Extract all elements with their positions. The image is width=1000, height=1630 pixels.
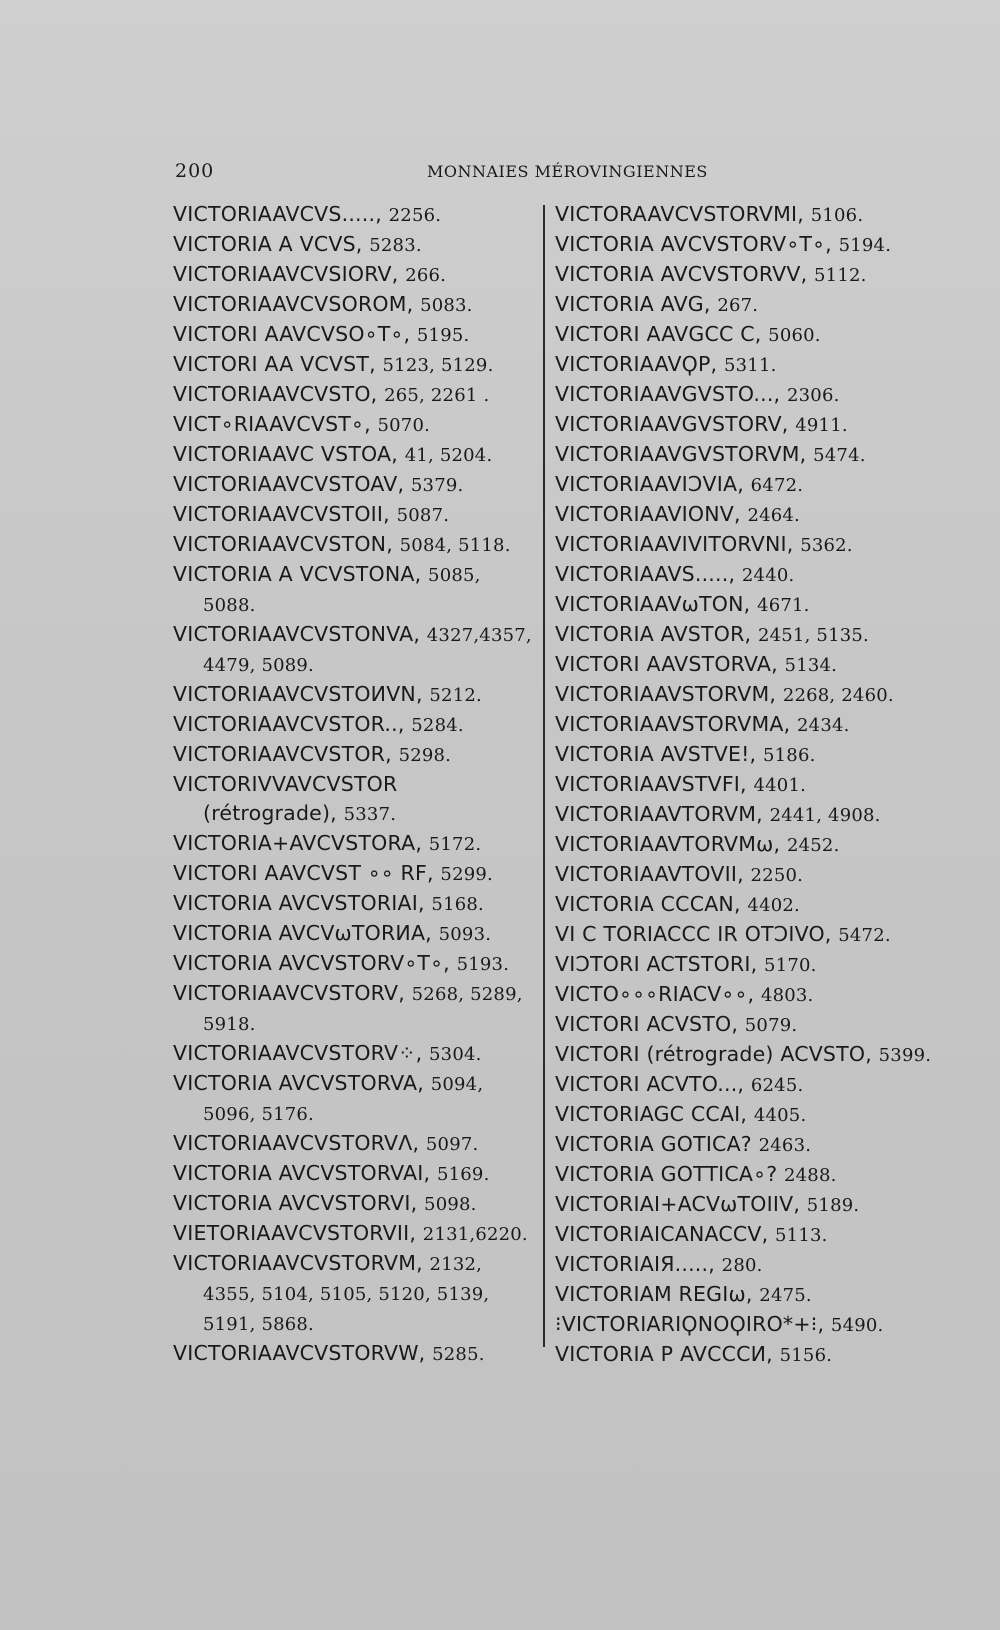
legend-text: VICTORIAAVCVSTORV, <box>173 981 405 1005</box>
legend-text: VICTORI (rétrograde) ACVSTO, <box>555 1042 872 1066</box>
list-item <box>173 1189 533 1219</box>
reference-numbers: 2463. <box>758 1135 812 1156</box>
reference-numbers: 5084, 5118. <box>399 535 511 556</box>
list-item <box>555 260 945 290</box>
legend-text: VICTORIA GOTTICA∘? <box>555 1162 778 1186</box>
list-item <box>173 1249 533 1339</box>
legend-text: VICTORIAAVCVSTO, <box>173 382 378 406</box>
reference-numbers: 5097. <box>425 1134 479 1155</box>
reference-numbers: 4401. <box>753 775 807 796</box>
list-item <box>555 710 945 740</box>
legend-text: VICTORIAM REGIω, <box>555 1282 753 1306</box>
reference-numbers: 5170. <box>764 955 817 976</box>
reference-numbers: 6472. <box>750 475 804 496</box>
legend-text: VICTORIAAVωTON, <box>555 592 751 616</box>
reference-numbers: 5087. <box>396 505 450 526</box>
legend-text: VICT∘RIAAVCVST∘, <box>173 412 371 436</box>
reference-numbers: 2441, 4908. <box>769 805 881 826</box>
list-item <box>173 1069 533 1129</box>
reference-numbers: 5094, 5096, 5176. <box>203 1074 484 1125</box>
reference-numbers: 5283. <box>369 235 422 256</box>
legend-text: VICTORIAAVTORVM, <box>555 802 763 826</box>
list-item <box>555 950 945 980</box>
list-item <box>173 1339 533 1369</box>
list-item <box>555 440 945 470</box>
list-item <box>173 770 533 829</box>
reference-numbers: 4803. <box>760 985 814 1006</box>
legend-text: VICTORIA AVG, <box>555 292 711 316</box>
reference-numbers: 2475. <box>759 1285 812 1306</box>
legend-text: VICTORIAAVCVSTOII, <box>173 502 390 526</box>
list-item <box>173 710 533 740</box>
legend-text: VICTORIAAVSTORVM, <box>555 682 777 706</box>
list-item <box>555 320 945 350</box>
legend-text: VICTORI AAVCVSO∘T∘, <box>173 322 411 346</box>
legend-text: VICTORIA A VCVSTONA, <box>173 562 422 586</box>
legend-text: VICTORIAAVTOVII, <box>555 862 744 886</box>
reference-numbers: 41, 5204. <box>404 445 493 466</box>
list-item <box>173 230 533 260</box>
reference-numbers: 5093. <box>438 924 492 945</box>
list-item <box>555 380 945 410</box>
list-item <box>555 500 945 530</box>
reference-numbers: 5194. <box>838 235 892 256</box>
reference-numbers: 5490. <box>830 1315 884 1336</box>
reference-numbers: 5134. <box>784 655 838 676</box>
legend-text: VICTORI AAVSTORVA, <box>555 652 778 676</box>
legend-text: VICTORIAAVϘP, <box>555 352 718 376</box>
legend-text: VICTORIA AVSTVE!, <box>555 742 757 766</box>
reference-numbers: 5298. <box>398 745 452 766</box>
reference-numbers: 5362. <box>800 535 853 556</box>
legend-text: VICTORIAICANACCV, <box>555 1222 769 1246</box>
reference-numbers: 2250. <box>750 865 804 886</box>
legend-text: VICTORIA AVCVSTORVV, <box>555 262 808 286</box>
legend-text: VICTORIA AVCVSTORVI, <box>173 1191 418 1215</box>
reference-numbers: 5304. <box>429 1044 482 1065</box>
list-item <box>555 830 945 860</box>
legend-text: VICTORIAAVIONV, <box>555 502 741 526</box>
list-item <box>173 859 533 889</box>
reference-numbers: 2256. <box>388 205 442 226</box>
list-item <box>555 560 945 590</box>
list-item <box>555 680 945 710</box>
list-item <box>555 590 945 620</box>
legend-text: VICTORIAAVGVSTO..., <box>555 382 781 406</box>
list-item <box>555 770 945 800</box>
reference-numbers: 5311. <box>724 355 777 376</box>
legend-text: VICTORIAAVSTVFI, <box>555 772 747 796</box>
list-item <box>173 380 533 410</box>
list-item <box>173 560 533 620</box>
legend-text: VICTORIA AVCVωTORИA, <box>173 921 432 945</box>
list-item <box>555 200 945 230</box>
legend-text: VICTORIA CCCAN, <box>555 892 741 916</box>
legend-text: VICTORIAAVCVS....., <box>173 202 382 226</box>
list-item <box>555 1220 945 1250</box>
list-item <box>173 979 533 1039</box>
list-item <box>173 829 533 859</box>
reference-numbers: 5285. <box>432 1344 485 1365</box>
list-item <box>173 740 533 770</box>
reference-numbers: 5079. <box>744 1015 798 1036</box>
reference-numbers: 2452. <box>786 835 840 856</box>
list-item <box>555 740 945 770</box>
list-item <box>173 1129 533 1159</box>
column-divider <box>543 205 545 1347</box>
legend-text: VICTORIAAVCVSTORV⁘, <box>173 1041 423 1065</box>
legend-text: VICTORIA GOTICA? <box>555 1132 752 1156</box>
reference-numbers: 5193. <box>456 954 510 975</box>
legend-text: VICTORIA AVCVSTORVAI, <box>173 1161 431 1185</box>
reference-numbers: 5112. <box>814 265 867 286</box>
legend-text: VICTORIAAVGVSTORV, <box>555 412 789 436</box>
list-item <box>555 920 945 950</box>
legend-text: VI C TORIACCC IR OTƆIVO, <box>555 922 832 946</box>
list-item <box>173 1159 533 1189</box>
reference-numbers: 2268, 2460. <box>782 685 894 706</box>
legend-text: VICTORIA AVCVSTORV∘T∘, <box>555 232 832 256</box>
legend-text: VICTORIAAVCVSTORVΛ, <box>173 1131 420 1155</box>
reference-numbers: 5106. <box>810 205 864 226</box>
reference-numbers: 5060. <box>768 325 821 346</box>
reference-numbers: 5268, 5289, 5918. <box>203 984 523 1035</box>
reference-numbers: 2434. <box>797 715 850 736</box>
list-item <box>555 1130 945 1160</box>
list-item <box>555 620 945 650</box>
reference-numbers: 266. <box>405 265 447 286</box>
legend-text: VICTORI ACVSTO, <box>555 1012 739 1036</box>
running-head <box>175 160 945 190</box>
reference-numbers: 5379. <box>410 475 464 496</box>
list-item <box>555 860 945 890</box>
legend-text: VICTORIVVAVCVSTOR (rétrograde), <box>173 772 398 825</box>
reference-numbers: 5168. <box>431 894 484 915</box>
list-item <box>555 470 945 500</box>
legend-text: VICTORIAI+ACVωTOIIV, <box>555 1192 801 1216</box>
reference-numbers: 5399. <box>878 1045 932 1066</box>
list-item <box>555 1070 945 1100</box>
reference-numbers: 5189. <box>806 1195 860 1216</box>
legend-text: VICTORIAAVCVSTON, <box>173 532 393 556</box>
reference-numbers: 5472. <box>838 925 891 946</box>
list-item <box>173 440 533 470</box>
legend-text: VICTORIA+AVCVSTORA, <box>173 831 423 855</box>
legend-text: VICTORIAAVCVSTONVA, <box>173 622 421 646</box>
legend-text: VICTORIAAVSTORVMA, <box>555 712 791 736</box>
legend-text: VICTORIA A VCVS, <box>173 232 363 256</box>
reference-numbers: 5156. <box>779 1345 833 1366</box>
legend-text: VICTORI ACVTO..., <box>555 1072 745 1096</box>
list-item <box>173 680 533 710</box>
legend-text: VICTORIA AVCVSTORVA, <box>173 1071 424 1095</box>
legend-text: VICTORAAVCVSTORVMI, <box>555 202 804 226</box>
legend-text: VICTORI AA VCVST, <box>173 352 376 376</box>
list-item <box>173 200 533 230</box>
reference-numbers: 4327,4357, 4479, 5089. <box>203 625 532 676</box>
left-column <box>173 200 533 1369</box>
list-item <box>555 1160 945 1190</box>
list-item <box>555 1250 945 1280</box>
list-item <box>173 889 533 919</box>
reference-numbers: 2132, 4355, 5104, 5105, 5120, 5139, 5191, 5868. <box>203 1254 490 1335</box>
reference-numbers: 5070. <box>377 415 431 436</box>
legend-text: VICTORIAAVS....., <box>555 562 736 586</box>
reference-numbers: 5337. <box>343 804 397 825</box>
reference-numbers: 5169. <box>436 1164 490 1185</box>
reference-numbers: 2131,6220. <box>422 1224 528 1245</box>
list-item <box>555 530 945 560</box>
reference-numbers: 5085, 5088. <box>203 565 481 616</box>
legend-text: ⁝VICTORIARIϘNOϘIRO*+⁝, <box>555 1312 825 1336</box>
reference-numbers: 5195. <box>416 325 470 346</box>
legend-text: VICTORIA AVSTOR, <box>555 622 752 646</box>
list-item <box>555 350 945 380</box>
reference-numbers: 5083. <box>420 295 473 316</box>
legend-text: VICTORIA AVCVSTORV∘T∘, <box>173 951 450 975</box>
list-item <box>173 530 533 560</box>
reference-numbers: 2306. <box>787 385 840 406</box>
list-item <box>555 890 945 920</box>
legend-text: VICTORIAAVCVSTOAV, <box>173 472 405 496</box>
legend-text: VICTORIAAVCVSTORVW, <box>173 1341 426 1365</box>
legend-text: VICTORIAAVC VSTOA, <box>173 442 398 466</box>
right-column <box>555 200 945 1370</box>
reference-numbers: 2440. <box>741 565 795 586</box>
legend-text: VICTORIA P AVCCCИ, <box>555 1342 773 1366</box>
reference-numbers: 5123, 5129. <box>382 355 494 376</box>
legend-text: VICTORIAAVCVSTOИVN, <box>173 682 423 706</box>
legend-text: VICTORIAAVCVSIORV, <box>173 262 399 286</box>
legend-text: VIEТORIAAVCVSTORVII, <box>173 1221 417 1245</box>
list-item <box>555 1010 945 1040</box>
reference-numbers: 5186. <box>762 745 816 766</box>
legend-text: VICTORIAAVCVSTOR.., <box>173 712 405 736</box>
reference-numbers: 5299. <box>440 864 493 885</box>
list-item <box>555 1190 945 1220</box>
legend-text: VICTORIAAVCVSTOR, <box>173 742 392 766</box>
list-item <box>173 410 533 440</box>
list-item <box>555 1100 945 1130</box>
reference-numbers: 5212. <box>429 685 482 706</box>
reference-numbers: 6245. <box>750 1075 804 1096</box>
list-item <box>555 1040 945 1070</box>
page-title: MONNAIES MÉROVINGIENNES <box>427 162 708 181</box>
reference-numbers: 4402. <box>747 895 800 916</box>
reference-numbers: 267. <box>717 295 759 316</box>
list-item <box>555 410 945 440</box>
list-item <box>555 980 945 1010</box>
legend-text: VICTORIAAVTORVMω, <box>555 832 781 856</box>
reference-numbers: 265, 2261 . <box>384 385 490 406</box>
reference-numbers: 280. <box>721 1255 763 1276</box>
reference-numbers: 2488. <box>784 1165 837 1186</box>
legend-text: VICTORIAAVIVITORVNI, <box>555 532 794 556</box>
reference-numbers: 5474. <box>813 445 866 466</box>
legend-text: VICTORIAAVGVSTORVM, <box>555 442 807 466</box>
list-item <box>173 949 533 979</box>
list-item <box>173 350 533 380</box>
legend-text: VIƆTORI ACTSTORI, <box>555 952 758 976</box>
reference-numbers: 5284. <box>411 715 464 736</box>
list-item <box>555 230 945 260</box>
reference-numbers: 2464. <box>747 505 800 526</box>
legend-text: VICTORIAAVCVSOROM, <box>173 292 414 316</box>
list-item <box>555 1340 945 1370</box>
legend-text: VICTORIAIЯ....., <box>555 1252 715 1276</box>
list-item <box>173 290 533 320</box>
reference-numbers: 4671. <box>757 595 810 616</box>
list-item <box>555 1280 945 1310</box>
reference-numbers: 4911. <box>795 415 848 436</box>
legend-text: VICTORIAAVCVSTORVM, <box>173 1251 423 1275</box>
reference-numbers: 5098. <box>424 1194 477 1215</box>
list-item <box>173 1039 533 1069</box>
reference-numbers: 4405. <box>753 1105 807 1126</box>
legend-text: VICTORIA AVCVSTORIAI, <box>173 891 425 915</box>
list-item <box>555 290 945 320</box>
reference-numbers: 5172. <box>428 834 482 855</box>
list-item <box>555 650 945 680</box>
legend-text: VICTORI AAVCVST ∘∘ RF, <box>173 861 434 885</box>
list-item <box>173 260 533 290</box>
reference-numbers: 2451, 5135. <box>757 625 869 646</box>
list-item <box>173 620 533 680</box>
legend-text: VICTORIAGC CCAI, <box>555 1102 748 1126</box>
list-item <box>555 1310 945 1340</box>
legend-text: VICTORIAAVIƆVIA, <box>555 472 744 496</box>
reference-numbers: 5113. <box>775 1225 828 1246</box>
legend-text: VICTORI AAVGCC C, <box>555 322 762 346</box>
list-item <box>555 800 945 830</box>
page-number: 200 <box>175 160 215 182</box>
list-item <box>173 1219 533 1249</box>
list-item <box>173 500 533 530</box>
list-item <box>173 919 533 949</box>
list-item <box>173 470 533 500</box>
list-item <box>173 320 533 350</box>
legend-text: VICTO∘∘∘RIACV∘∘, <box>555 982 755 1006</box>
